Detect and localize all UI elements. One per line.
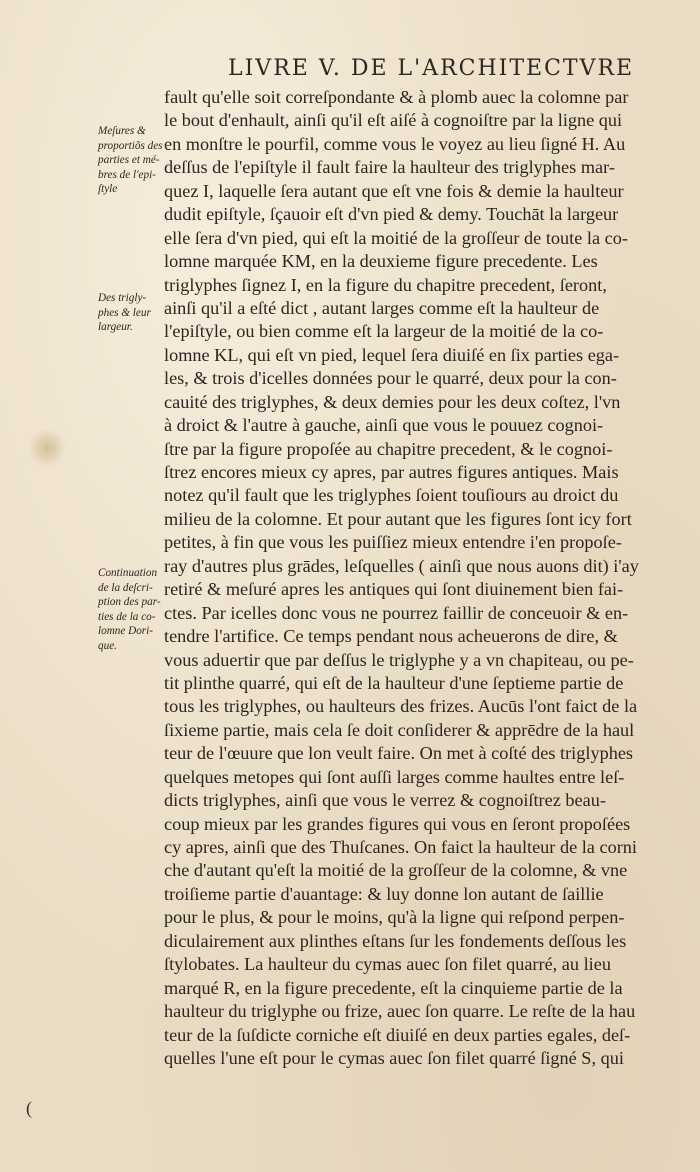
margin-note-line: parties et mé- bbox=[98, 154, 160, 167]
text-line: à droict & l'autre à gauche, ainſi que vous le pouuez cognoi- bbox=[164, 415, 604, 436]
text-line: fault qu'elle soit correſpondante & à plomb auec la colomne par bbox=[164, 87, 629, 107]
margin-note-triglyphes bbox=[98, 291, 164, 335]
text-line: tous les triglyphes, ou haulteurs des frizes. Aucūs l'ont faict de la bbox=[164, 696, 638, 717]
margin-note-continuation bbox=[98, 566, 164, 654]
text-line: ctes. Par icelles donc vous ne pourrez faillir de conceuoir & en- bbox=[164, 602, 629, 623]
running-header: LIVRE V. DE L'ARCHITECTVRE bbox=[228, 56, 635, 81]
text-line: lomne KL, qui eſt vn pied, lequel ſera diuiſé en ſix parties ega- bbox=[164, 344, 620, 365]
text-line: ſtylobates. La haulteur du cymas auec ſon filet quarré, au lieu bbox=[164, 954, 611, 975]
text-line: vous aduertir que par deſſus le triglyphe y a vn chapiteau, ou pe- bbox=[164, 649, 634, 670]
text-line: teur de la ſuſdicte corniche eſt diuiſé en deux parties egales, deſ- bbox=[164, 1024, 631, 1045]
text-line: teur de l'œuure que lon veult faire. On met à coſté des triglyphes bbox=[164, 743, 634, 764]
margin-note-line: que. bbox=[98, 639, 117, 652]
text-line: le bout d'enhault, ainſi qu'il eſt aiſé à cognoiſtre par la ligne qui bbox=[164, 110, 623, 131]
margin-note-line: proportiõs des bbox=[98, 139, 163, 152]
margin-note-line: Continuation bbox=[98, 567, 158, 579]
text-line: notez qu'il fault que les triglyphes ſoient touſiours au droict du bbox=[164, 485, 619, 506]
text-line: dudit epiſtyle, ſçauoir eſt d'vn pied & demy. Touchāt la largeur bbox=[164, 204, 619, 225]
text-line: tendre l'artifice. Ce temps pendant nous acheuerons de dire, & bbox=[164, 626, 618, 647]
text-line: milieu de la colomne. Et pour autant que les figures ſont icy fort bbox=[164, 508, 632, 529]
text-line: ſtre par la figure propoſée au chapitre precedent, & le cognoi- bbox=[164, 438, 613, 459]
margin-note-line: ption des par- bbox=[98, 596, 161, 609]
margin-note-line: largeur. bbox=[98, 321, 133, 334]
text-line: l'epiſtyle, ou bien comme eſt la largeur de la moitié de la co- bbox=[164, 321, 604, 342]
margin-note-line: ties de la co- bbox=[98, 610, 156, 623]
text-line: tit plinthe quarré, qui eſt de la haulteur d'une ſeptieme partie de bbox=[164, 672, 624, 693]
footer-mark: ( bbox=[26, 1098, 32, 1118]
text-line: ainſi qu'il a eſté dict , autant larges comme eſt la haulteur de bbox=[164, 297, 600, 318]
text-line: petites, à fin que vous les puiſſiez mieux entendre i'en propoſe- bbox=[164, 532, 622, 553]
text-line: coup mieux par les grandes figures qui vous en ſeront propoſées bbox=[164, 813, 631, 834]
text-line: dicts triglyphes, ainſi que vous le verrez & cognoiſtrez beau- bbox=[164, 790, 606, 811]
margin-note-line: bres de l'epi- bbox=[98, 168, 156, 181]
text-line: deſſus de l'epiſtyle il fault faire la haulteur des triglyphes mar- bbox=[164, 157, 615, 178]
text-line: che d'autant qu'eſt la moitié de la groſſeur de la colomne, & vne bbox=[164, 860, 628, 881]
text-line: pour le plus, & pour le moins, qu'à la ligne qui reſpond perpen- bbox=[164, 907, 625, 928]
text-line: triglyphes ſignez I, en la figure du chapitre precedent, ſeront, bbox=[164, 274, 607, 295]
margin-note-line: de la deſcri- bbox=[98, 581, 153, 594]
text-line: lomne marquée KM, en la deuxieme figure precedente. Les bbox=[164, 251, 598, 272]
margin-note-line: ſtyle bbox=[98, 183, 118, 196]
text-line: ſtrez encores mieux cy apres, par autres figures antiques. Mais bbox=[164, 462, 619, 482]
text-line: ray d'autres plus grādes, leſquelles ( ainſi que nous auons dit) i'ay bbox=[164, 555, 639, 576]
text-line: cy apres, ainſi que des Thuſcanes. On faict la haulteur de la corni bbox=[164, 837, 637, 857]
text-line: en monſtre le pourfil, comme vous le voyez au lieu ſigné H. Au bbox=[164, 133, 626, 154]
text-line: troiſieme partie d'auantage: & luy donne lon autant de ſaillie bbox=[164, 883, 604, 904]
text-line: quelles l'une eſt pour le cymas auec ſon filet quarré ſigné S, qui bbox=[164, 1047, 624, 1068]
text-line: cauité des triglyphes, & deux demies pour les deux coſtez, l'vn bbox=[164, 391, 621, 412]
text-line: diculairement aux plinthes eſtans ſur les fondements deſſous les bbox=[164, 930, 627, 951]
text-line: quelques metopes qui ſont auſſi larges comme haultes entre leſ- bbox=[164, 766, 625, 787]
paper-stain bbox=[28, 428, 66, 468]
body-text bbox=[164, 86, 670, 1070]
text-line: marqué R, en la figure precedente, eſt la cinquieme partie de la bbox=[164, 977, 623, 998]
text-line: elle ſera d'vn pied, qui eſt la moitié de la groſſeur de toute la co- bbox=[164, 227, 628, 248]
text-line: haulteur du triglyphe ou frize, auec ſon quarre. Le reſte de la hau bbox=[164, 1001, 636, 1022]
text-line: ſixieme partie, mais cela ſe doit conſiderer & apprēdre de la haul bbox=[164, 719, 635, 740]
margin-note-mesures bbox=[98, 124, 164, 197]
margin-note-line: lomne Dori- bbox=[98, 625, 153, 638]
text-line: quez I, laquelle ſera autant que eſt vne fois & demie la haulteur bbox=[164, 180, 624, 201]
margin-note-line: Meſures & bbox=[98, 125, 146, 137]
margin-note-line: phes & leur bbox=[98, 306, 151, 319]
text-line: retiré & meſuré apres les antiques qui ſont diuinement bien fai- bbox=[164, 579, 624, 600]
text-line: les, & trois d'icelles données pour le quarré, deux pour la con- bbox=[164, 368, 617, 389]
margin-note-line: Des trigly- bbox=[98, 292, 147, 304]
